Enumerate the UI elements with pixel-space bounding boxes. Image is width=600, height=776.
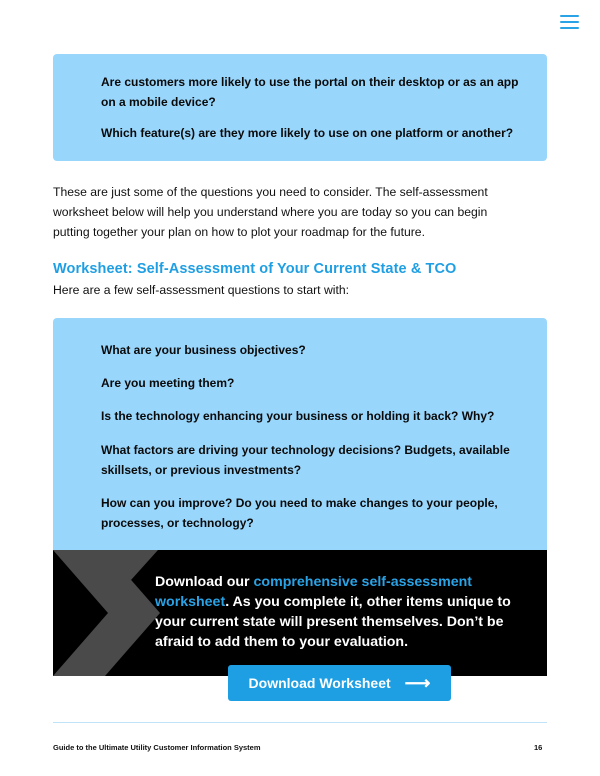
arrow-right-icon: ⟶ <box>404 673 431 693</box>
assessment-question: Are you meeting them? <box>101 376 235 390</box>
page-number: 16 <box>534 743 543 752</box>
assessment-question: What factors are driving your technology decisions? Budgets, available skillsets, or previous investments? <box>101 443 510 477</box>
download-button-label: Download Worksheet <box>248 675 391 691</box>
footer-title: Guide to the Ultimate Utility Customer Information System <box>53 743 261 752</box>
assessment-question: How can you improve? Do you need to make changes to your people, processes, or technology? <box>101 496 498 530</box>
assessment-question: Is the technology enhancing your business or holding it back? Why? <box>101 409 495 423</box>
download-worksheet-button[interactable] <box>228 665 451 701</box>
download-worksheet-banner <box>53 550 547 676</box>
callout-question: Which feature(s) are they more likely to use on one platform or another? <box>101 126 514 140</box>
section-intro: Here are a few self-assessment questions to start with: <box>53 283 350 297</box>
assessment-question: What are your business objectives? <box>101 343 306 357</box>
hamburger-menu-icon[interactable] <box>560 15 579 29</box>
section-heading: Worksheet: Self-Assessment of Your Current State & TCO <box>53 261 457 277</box>
self-assessment-questions-callout <box>53 318 547 551</box>
worksheet-link[interactable]: comprehensive self-assessment worksheet <box>155 574 472 610</box>
body-paragraph: These are just some of the questions you need to consider. The self-assessment worksheet below will help you understand where you are today so you can begin putting together your plan on how to plot your roadmap for the future. <box>53 185 488 239</box>
footer-divider <box>53 722 547 723</box>
callout-question: Are customers more likely to use the portal on their desktop or as an app on a mobile device? <box>101 75 519 109</box>
cta-prefix: Download our <box>155 574 254 590</box>
cta-text <box>155 572 525 652</box>
questions-callout-top <box>53 54 547 161</box>
cta-suffix: . As you complete it, other items unique to your current state will present themselves. Don’t be afraid to add them to your evaluation. <box>155 594 511 650</box>
